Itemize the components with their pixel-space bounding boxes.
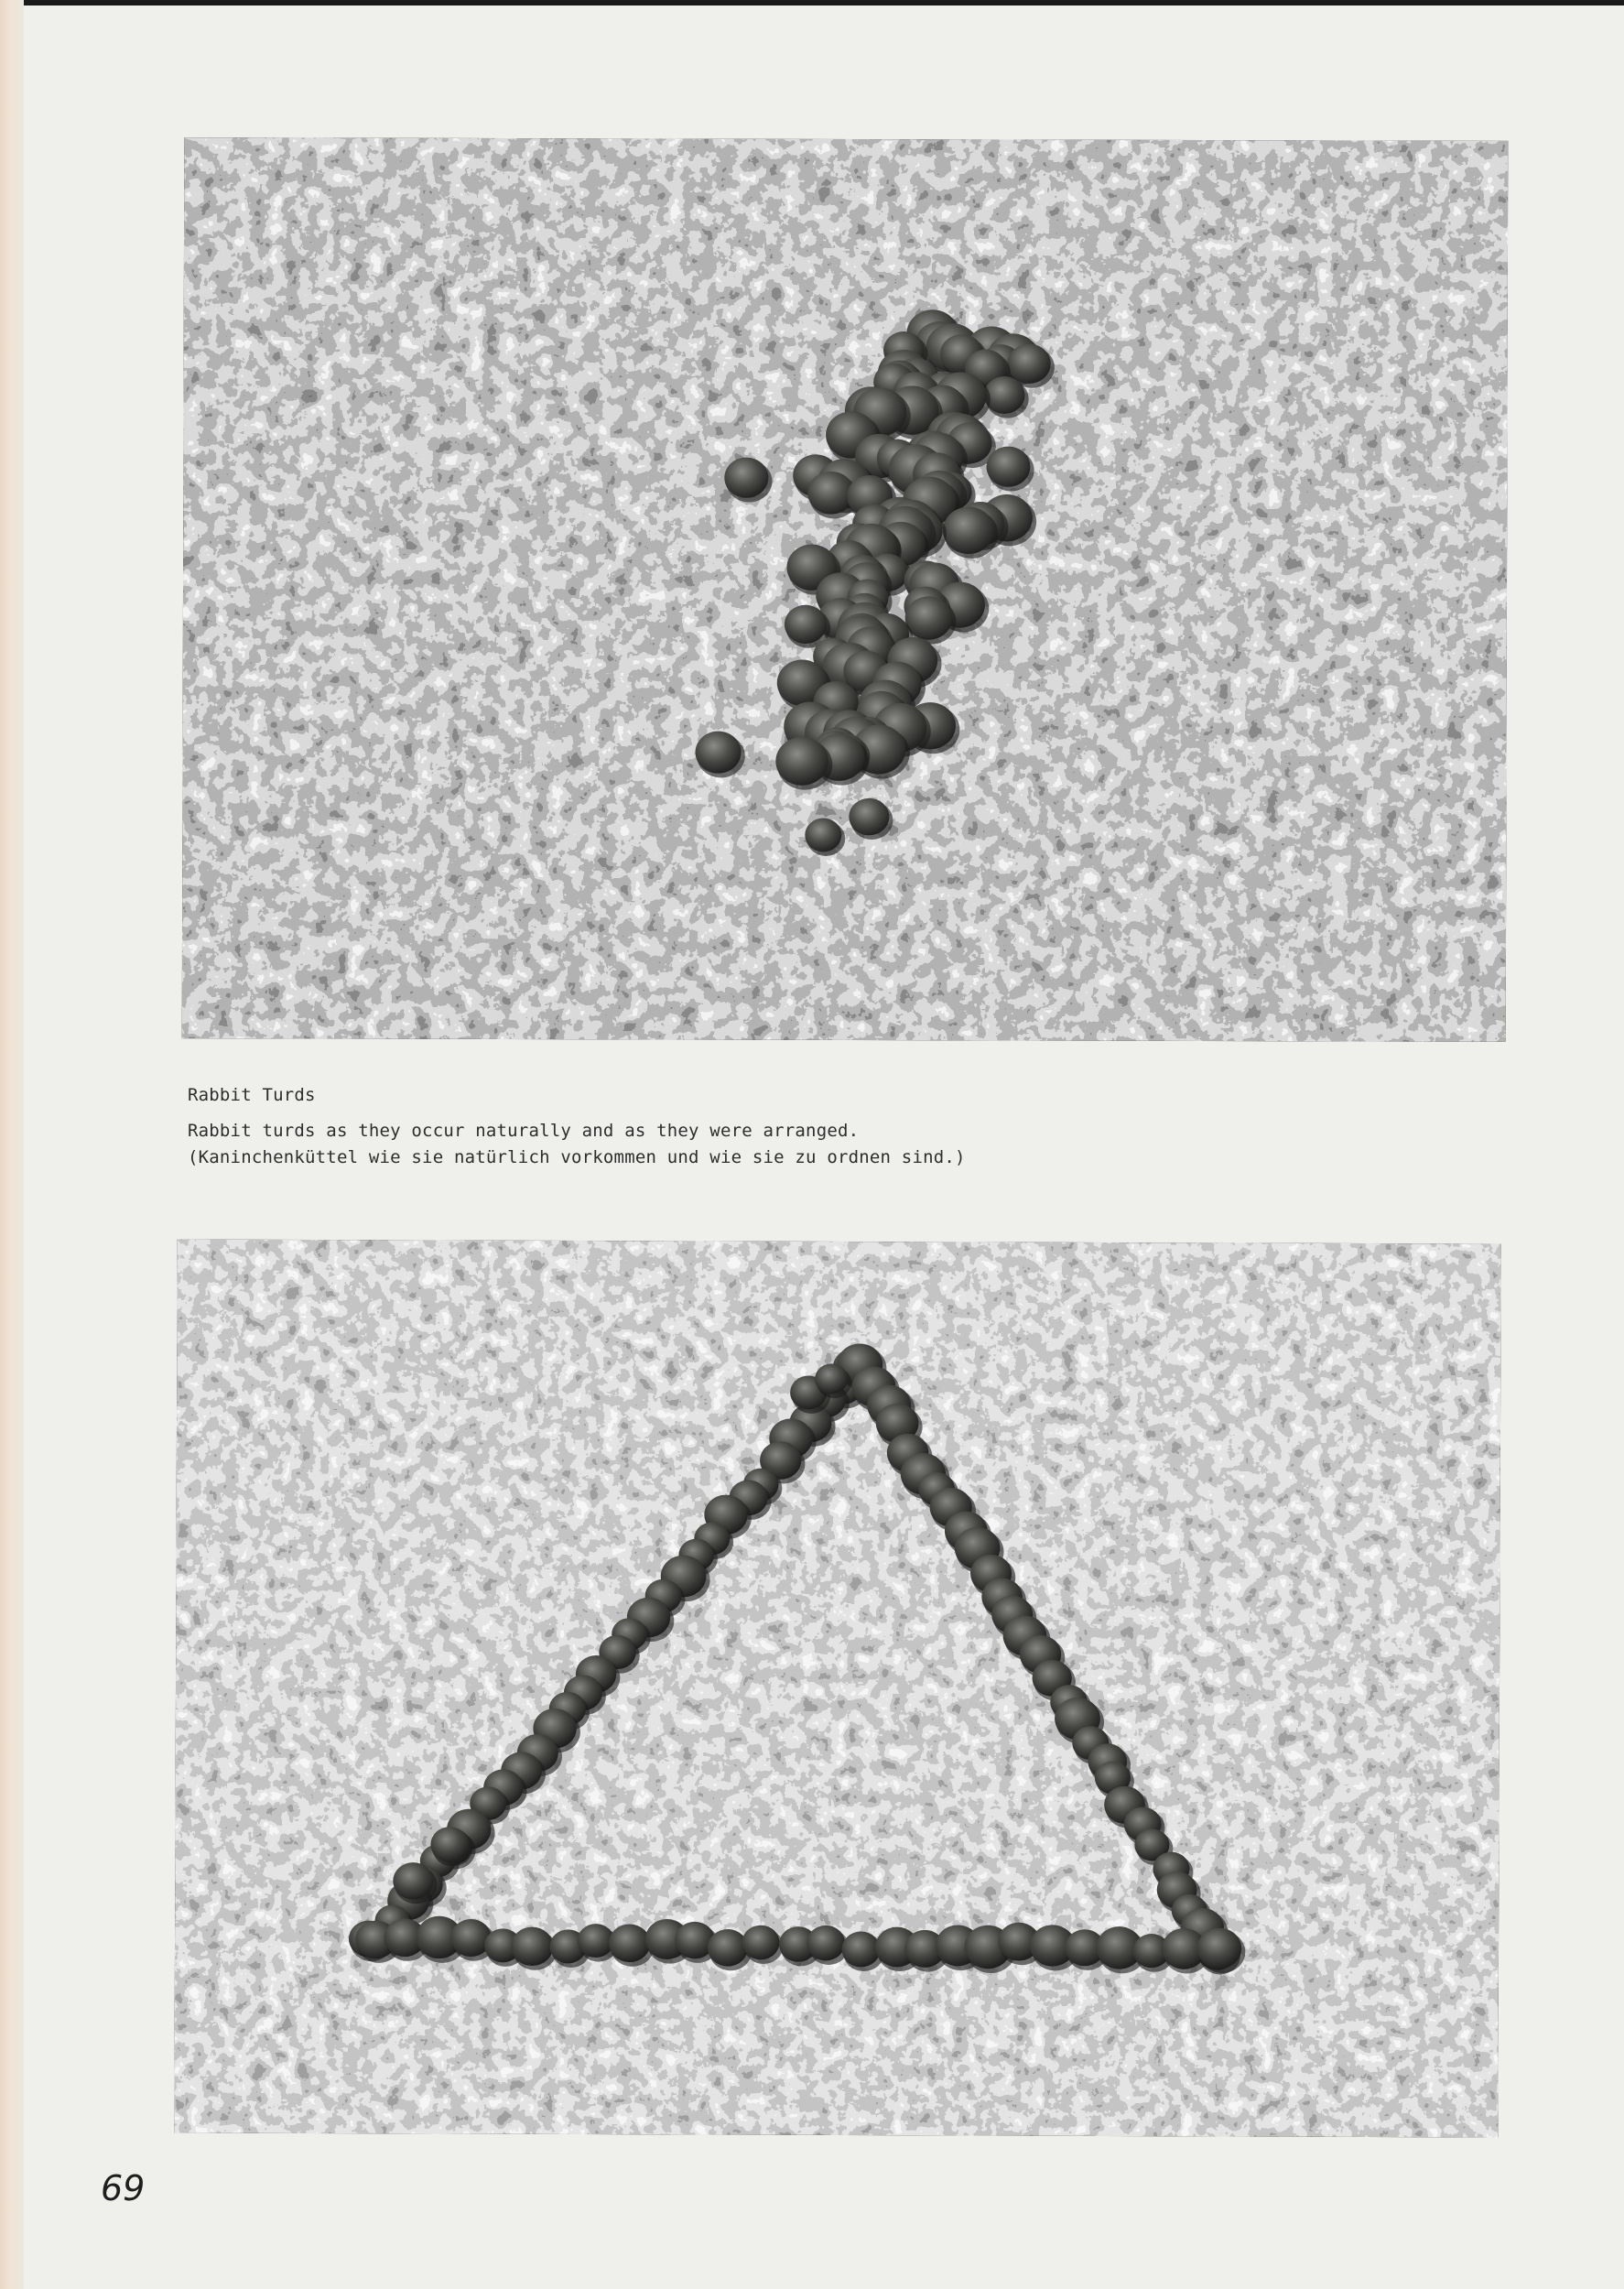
pellet xyxy=(430,1827,469,1862)
pellet xyxy=(815,1363,848,1394)
rabbit-droppings-pile-photo xyxy=(182,137,1509,1042)
page-top-edge xyxy=(0,0,1624,5)
rabbit-droppings-triangle-photo xyxy=(174,1239,1500,2137)
pellet xyxy=(984,376,1025,414)
pellet xyxy=(450,1919,492,1957)
caption-title: Rabbit Turds xyxy=(188,1085,316,1105)
pellet xyxy=(1197,1928,1242,1969)
pellet xyxy=(841,1931,880,1967)
pellet xyxy=(943,506,994,554)
pellet xyxy=(724,458,768,498)
pellet xyxy=(742,1926,780,1960)
pellet xyxy=(609,1924,650,1962)
pellet xyxy=(695,732,741,774)
page-left-edge xyxy=(0,0,24,2289)
pellet xyxy=(807,1926,845,1961)
pellet xyxy=(986,447,1030,487)
pellet xyxy=(1007,344,1050,385)
pellet xyxy=(805,818,841,852)
pellet xyxy=(849,798,889,836)
pellet xyxy=(578,1924,614,1958)
caption-english: Rabbit turds as they occur naturally and as they were arranged. xyxy=(188,1121,860,1141)
page-number: 69 xyxy=(101,2168,146,2208)
pellet xyxy=(775,737,828,786)
pellet xyxy=(785,605,827,644)
caption-german: (Kaninchenküttel wie sie natürlich vorkommen und wie sie zu ordnen sind.) xyxy=(188,1147,966,1167)
pellet xyxy=(511,1926,553,1966)
pellet xyxy=(393,1862,433,1900)
pellet xyxy=(708,1929,748,1967)
